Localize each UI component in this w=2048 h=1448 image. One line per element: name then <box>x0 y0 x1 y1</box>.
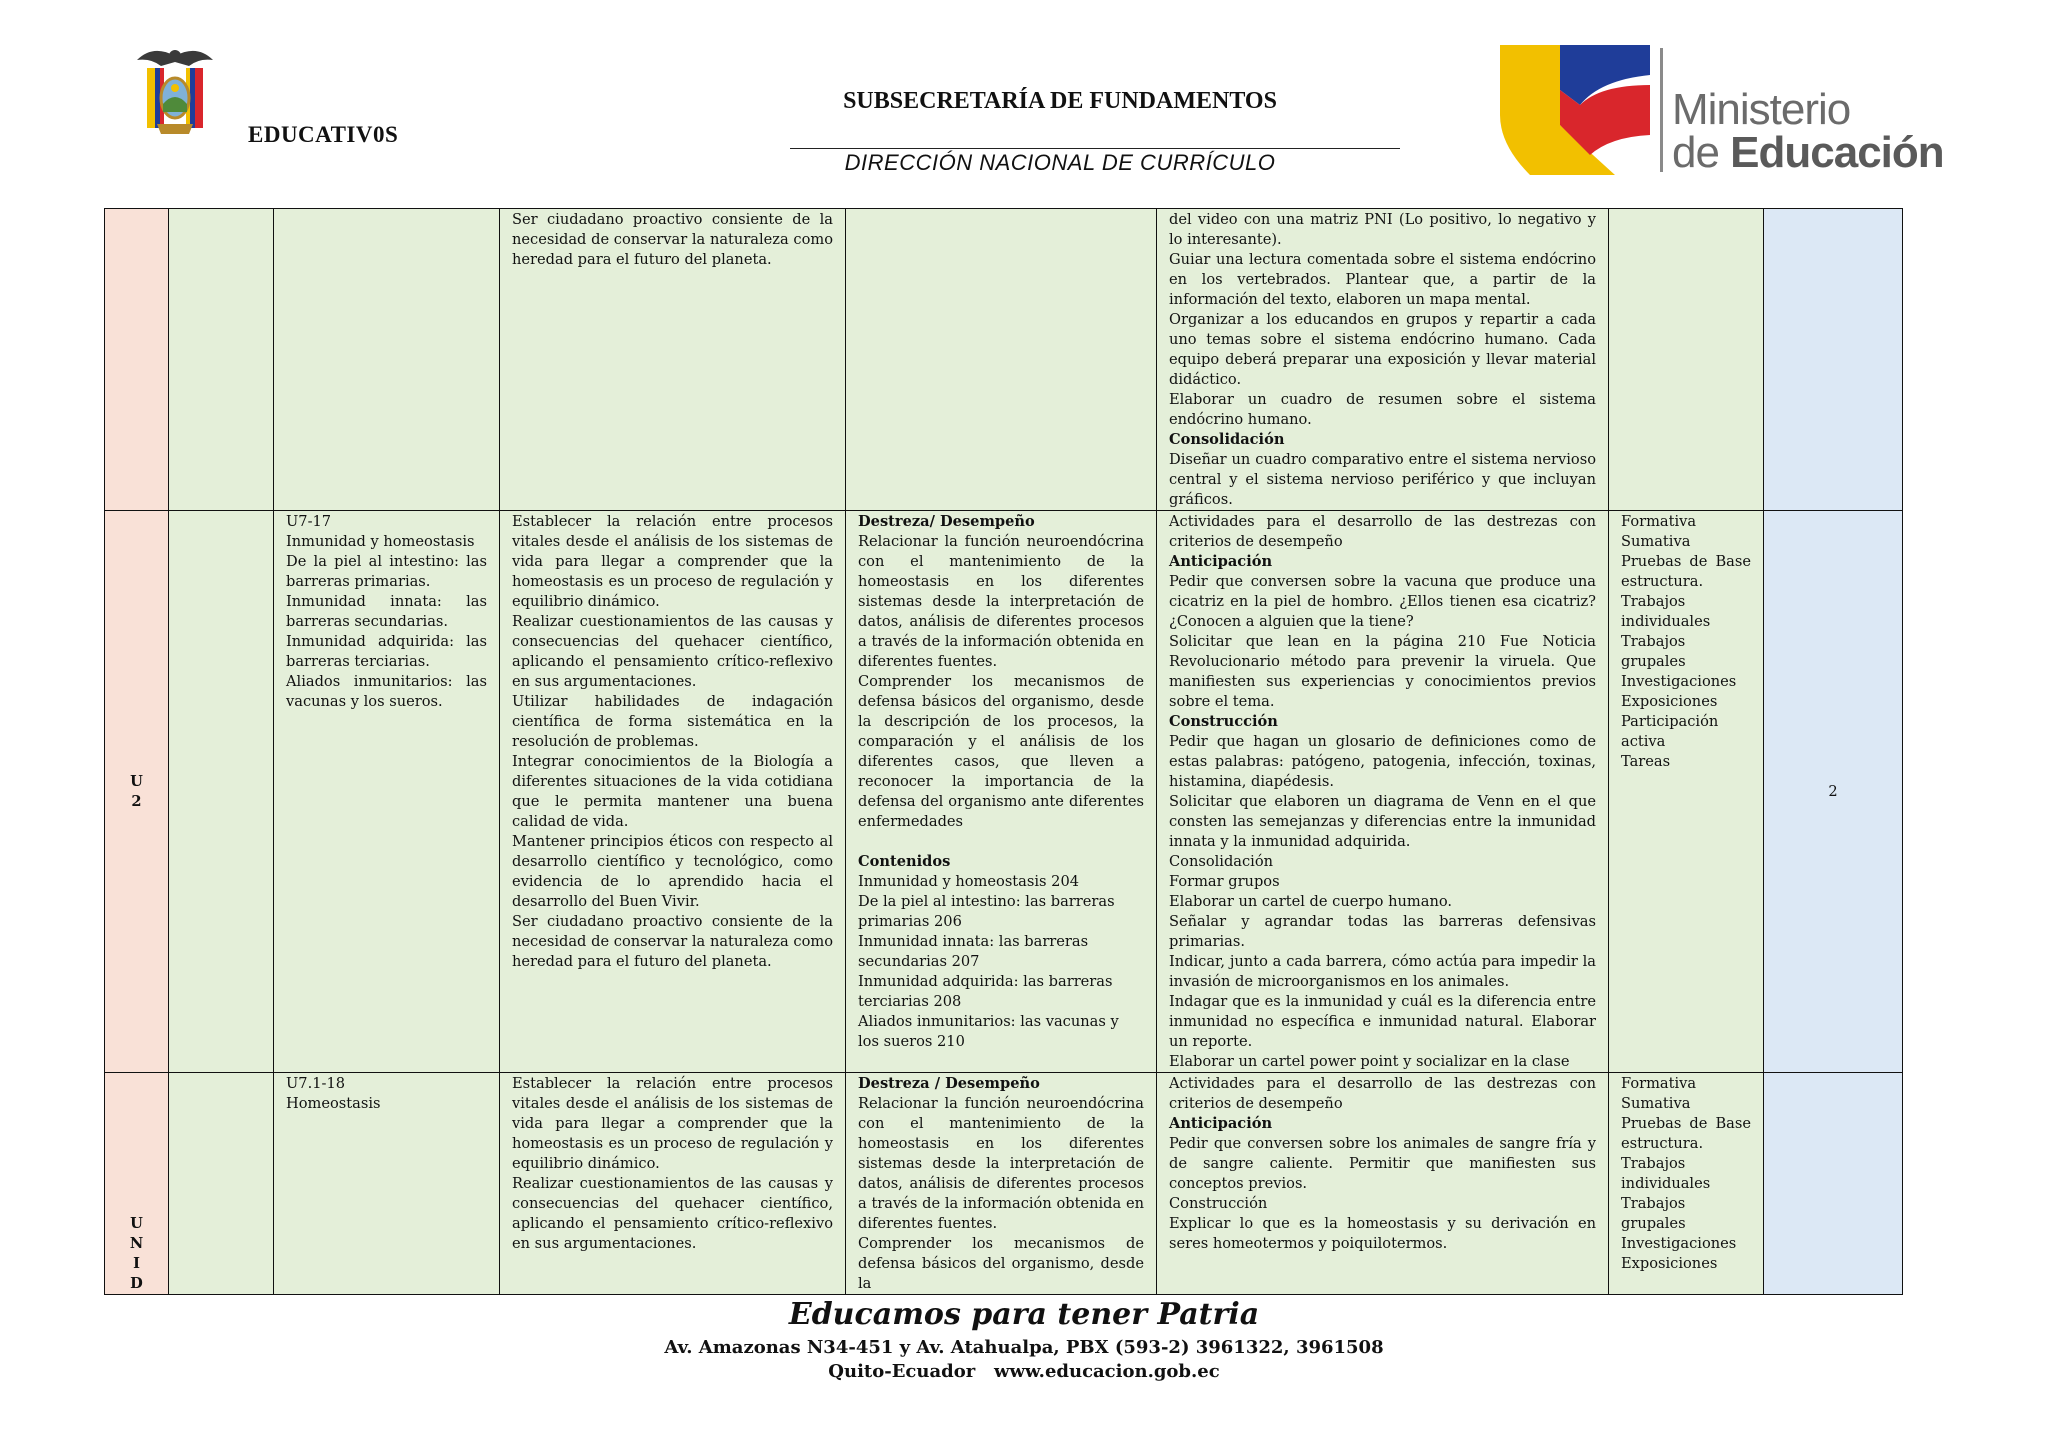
topic-text: Inmunidad adquirida: las barreras terciarias. <box>286 633 487 670</box>
activity-text: Actividades para el desarrollo de las destrezas con criterios de desempeño <box>1169 513 1596 550</box>
assessment-item: Sumativa <box>1621 1095 1691 1112</box>
topics-cell <box>274 209 500 511</box>
objective-text: Realizar cuestionamientos de las causas y consecuencias del quehacer científico, aplicando el pensamiento crítico-reflexivo en sus argumentaciones. <box>512 1175 833 1252</box>
objectives-cell <box>500 511 846 1073</box>
assessment-item: Tareas <box>1621 753 1671 770</box>
activity-text: Explicar lo que es la homeostasis y su derivación en seres homeotermos y poiquilotermos. <box>1169 1215 1596 1252</box>
ecuador-coat-of-arms-icon <box>133 42 217 142</box>
topic-text: Aliados inmunitarios: las vacunas y los sueros. <box>286 673 487 710</box>
topic-text: Inmunidad y homeostasis <box>286 533 475 550</box>
skill-text: Comprender los mecanismos de defensa básicos del organismo, desde la <box>858 1235 1144 1292</box>
assessment-item: Formativa <box>1621 1075 1697 1092</box>
periods-value: 2 <box>1828 783 1838 800</box>
activity-text: Consolidación <box>1169 853 1274 870</box>
unit-label: U N I D <box>129 1215 144 1292</box>
unit-cell <box>105 209 169 511</box>
activity-text: Construcción <box>1169 1195 1268 1212</box>
skills-cell <box>846 209 1157 511</box>
activity-text: Guiar una lectura comentada sobre el sistema endócrino en los vertebrados. Plantear que, a partir de la información del texto, elaboren un mapa mental. <box>1169 251 1596 308</box>
footer-slogan: Educamos para tener Patria <box>788 1297 1260 1332</box>
activity-text: Actividades para el desarrollo de las destrezas con criterios de desempeño <box>1169 1075 1596 1112</box>
activity-text: Indicar, junto a cada barrera, cómo actúa para impedir la invasión de microorganismos en los animales. <box>1169 953 1596 990</box>
skills-cell <box>846 1073 1157 1295</box>
activity-text: Pedir que hagan un glosario de definiciones como de estas palabras: patógeno, patogenia, infección, toxinas, histamina, diapédesis. <box>1169 733 1596 790</box>
content-text: Inmunidad adquirida: las barreras terciarias 208 <box>858 973 1113 1010</box>
logo-text-bold: Educación <box>1730 128 1944 177</box>
assessment-cell <box>1609 511 1764 1073</box>
activity-text: Diseñar un cuadro comparativo entre el sistema nervioso central y el sistema nervioso periférico y que incluyan gráficos. <box>1169 451 1596 508</box>
assessment-item: Exposiciones <box>1621 693 1718 710</box>
activity-text: del video con una matriz PNI (Lo positivo, lo negativo y lo interesante). <box>1169 211 1596 248</box>
table-row <box>105 1073 1903 1295</box>
objective-text: Establecer la relación entre procesos vitales desde el análisis de los sistemas de vida para llegar a comprender que la homeostasis es un proceso de regulación y equilibrio dinámico. <box>512 1075 833 1172</box>
activity-text: Pedir que conversen sobre los animales de sangre fría y de sangre caliente. Permitir que manifiesten sus conceptos previos. <box>1169 1135 1596 1192</box>
activity-text: Señalar y agrandar todas las barreras defensivas primarias. <box>1169 913 1596 950</box>
content-text: De la piel al intestino: las barreras primarias 206 <box>858 893 1115 930</box>
logo-text-educacion <box>1672 128 1944 177</box>
objective-text: Integrar conocimientos de la Biología a diferentes situaciones de la vida cotidiana que le permita mantener una buena calidad de vida. <box>512 753 833 830</box>
skills-cell <box>846 511 1157 1073</box>
assessment-item: Trabajos individuales <box>1621 593 1711 630</box>
topics-cell <box>274 1073 500 1295</box>
activity-heading: Anticipación <box>1169 553 1273 570</box>
header-divider <box>790 148 1400 149</box>
topic-text: De la piel al intestino: las barreras primarias. <box>286 553 487 590</box>
objective-text: Ser ciudadano proactivo consiente de la necesidad de conservar la naturaleza como heredad para el futuro del planeta. <box>512 913 833 970</box>
objective-text: Mantener principios éticos con respecto al desarrollo científico y tecnológico, como evidencia de lo aprendido hacia el desarrollo del Buen Vivir. <box>512 833 833 910</box>
activity-text: Solicitar que elaboren un diagrama de Venn en el que consten las semejanzas y diferencias entre la inmunidad innata y la inmunidad adquirida. <box>1169 793 1596 850</box>
activities-cell <box>1157 511 1609 1073</box>
objective-text: Ser ciudadano proactivo consiente de la necesidad de conservar la naturaleza como heredad para el futuro del planeta. <box>512 211 833 268</box>
blank-cell <box>169 1073 274 1295</box>
footer-address: Av. Amazonas N34-451 y Av. Atahualpa, PBX (593-2) 3961322, 3961508 <box>664 1337 1384 1358</box>
periods-cell <box>1764 209 1903 511</box>
activity-text: Elaborar un cuadro de resumen sobre el sistema endócrino humano. <box>1169 391 1596 428</box>
table-row <box>105 209 1903 511</box>
assessment-item: Investigaciones <box>1621 1235 1737 1252</box>
header-left-label: EDUCATIV0S <box>248 122 399 147</box>
unit-label: U 2 <box>130 773 143 810</box>
content-text: Aliados inmunitarios: las vacunas y los sueros 210 <box>858 1013 1119 1050</box>
assessment-cell <box>1609 209 1764 511</box>
planning-table <box>104 208 1903 1295</box>
assessment-item: Investigaciones <box>1621 673 1737 690</box>
assessment-item: Trabajos individuales <box>1621 1155 1711 1192</box>
blank-cell <box>169 209 274 511</box>
assessment-item: Trabajos grupales <box>1621 1195 1686 1232</box>
objective-text: Realizar cuestionamientos de las causas y consecuencias del quehacer científico, aplicando el pensamiento crítico-reflexivo en sus argumentaciones. <box>512 613 833 690</box>
activity-text: Indagar que es la inmunidad y cuál es la diferencia entre inmunidad no específica e inmunidad natural. Elaborar un reporte. <box>1169 993 1596 1050</box>
activities-cell <box>1157 1073 1609 1295</box>
topic-text: U7-17 <box>286 513 332 530</box>
topic-text: Inmunidad innata: las barreras secundarias. <box>286 593 487 630</box>
skills-title: Destreza / Desempeño <box>858 1075 1040 1092</box>
activity-text: Solicitar que lean en la página 210 Fue Noticia Revolucionario método para prevenir la viruela. Que manifiesten sus experiencias y conocimientos previos sobre el tema. <box>1169 633 1596 710</box>
skill-text: Relacionar la función neuroendócrina con el mantenimiento de la homeostasis en los diferentes sistemas desde la interpretación de datos, análisis de diferentes procesos a través de la información obtenida en diferentes fuentes. <box>858 1095 1144 1232</box>
table-row <box>105 511 1903 1073</box>
objectives-cell <box>500 1073 846 1295</box>
unit-cell <box>105 1073 169 1295</box>
activity-heading: Anticipación <box>1169 1115 1273 1132</box>
blank-cell <box>169 511 274 1073</box>
skills-title: Destreza/ Desempeño <box>858 513 1035 530</box>
assessment-item: Formativa <box>1621 513 1697 530</box>
activity-text: Elaborar un cartel power point y socializar en la clase <box>1169 1053 1570 1070</box>
periods-cell <box>1764 1073 1903 1295</box>
skill-text: Comprender los mecanismos de defensa básicos del organismo, desde la descripción de los procesos, la comparación y el análisis de los diferentes casos, que lleven a reconocer la importancia de la defensa del organismo ante diferentes enfermedades <box>858 673 1144 830</box>
assessment-item: Sumativa <box>1621 533 1691 550</box>
footer-city-web: Quito-Ecuador www.educacion.gob.ec <box>828 1361 1220 1382</box>
activity-heading: Consolidación <box>1169 431 1285 448</box>
periods-cell <box>1764 511 1903 1073</box>
activities-cell <box>1157 209 1609 511</box>
logo-text-ministerio: Ministerio <box>1672 85 1851 134</box>
activity-text: Organizar a los educandos en grupos y repartir a cada uno temas sobre el sistema endócrino humano. Cada equipo deberá preparar una exposición y llevar material didáctico. <box>1169 311 1596 388</box>
topic-text: Homeostasis <box>286 1095 381 1112</box>
content-text: Inmunidad innata: las barreras secundarias 207 <box>858 933 1089 970</box>
content-text: Inmunidad y homeostasis 204 <box>858 873 1080 890</box>
contents-title: Contenidos <box>858 853 951 870</box>
topics-cell <box>274 511 500 1073</box>
assessment-item: Trabajos grupales <box>1621 633 1686 670</box>
unit-cell <box>105 511 169 1073</box>
activity-text: Pedir que conversen sobre la vacuna que produce una cicatriz en la piel de hombro. ¿Ellos tienen esa cicatriz? ¿Conocen a alguien que la tiene? <box>1169 573 1596 630</box>
assessment-item: Participación activa <box>1621 713 1719 750</box>
assessment-item: Pruebas de Base estructura. <box>1621 1115 1751 1152</box>
skill-text: Relacionar la función neuroendócrina con el mantenimiento de la homeostasis en los diferentes sistemas desde la interpretación de datos, análisis de diferentes procesos a través de la información obtenida en diferentes fuentes. <box>858 533 1144 670</box>
assessment-item: Exposiciones <box>1621 1255 1718 1272</box>
objectives-cell <box>500 209 846 511</box>
objective-text: Establecer la relación entre procesos vitales desde el análisis de los sistemas de vida para llegar a comprender que la homeostasis es un proceso de regulación y equilibrio dinámico. <box>512 513 833 610</box>
activity-text: Elaborar un cartel de cuerpo humano. <box>1169 893 1453 910</box>
objective-text: Utilizar habilidades de indagación científica de forma sistemática en la resolución de problemas. <box>512 693 833 750</box>
header-title: SUBSECRETARÍA DE FUNDAMENTOS <box>843 88 1277 114</box>
assessment-item: Pruebas de Base estructura. <box>1621 553 1751 590</box>
logo-text-prefix: de <box>1672 128 1731 177</box>
activity-text: Formar grupos <box>1169 873 1280 890</box>
assessment-cell <box>1609 1073 1764 1295</box>
topic-text: U7.1-18 <box>286 1075 346 1092</box>
activity-heading: Construcción <box>1169 713 1278 730</box>
header-subtitle: DIRECCIÓN NACIONAL DE CURRÍCULO <box>844 150 1276 175</box>
spacer <box>858 832 1144 852</box>
